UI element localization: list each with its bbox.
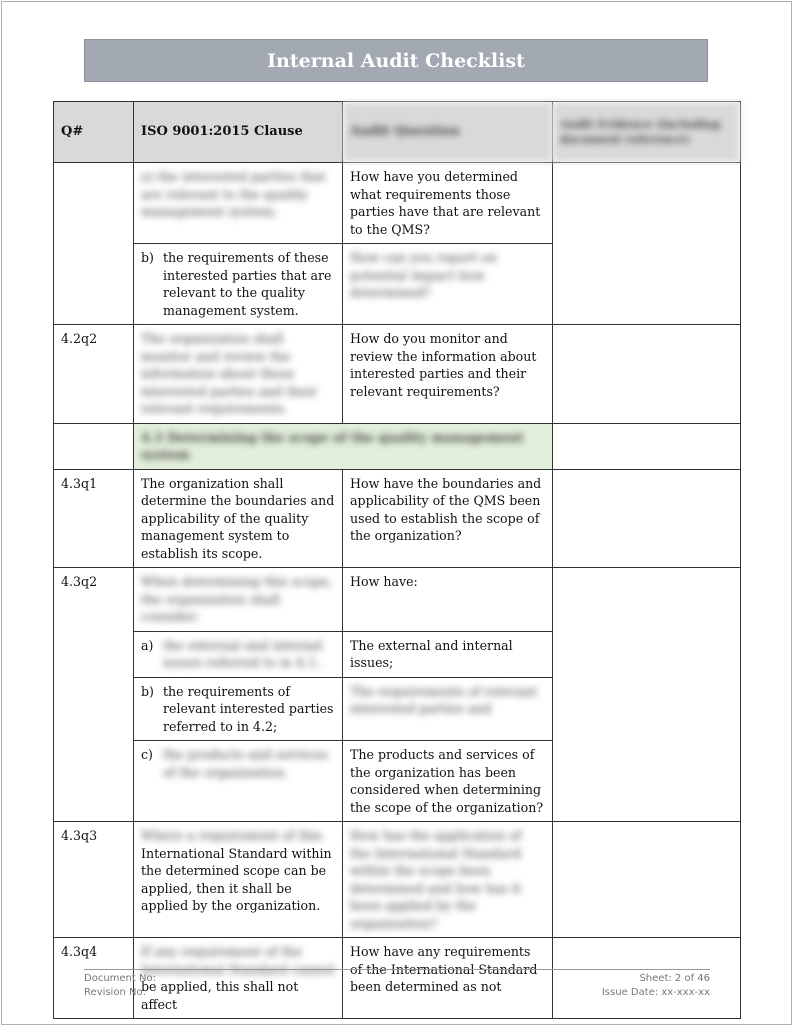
clause-cell — [134, 741, 343, 822]
document-number: Document No: — [84, 973, 156, 984]
table-row — [54, 163, 741, 244]
revision-number: Revision No: — [84, 987, 146, 998]
header-clause: ISO 9001:2015 Clause — [134, 102, 343, 163]
title-bar — [84, 39, 708, 82]
clause-text-blurred: If any requirement of the International Standard cannot — [141, 944, 335, 977]
header-question: Audit Question — [343, 102, 553, 163]
clause-cell: When determining this scope, the organization shall consider: — [134, 568, 343, 632]
clause-text: the requirements of these interested parties that are relevant to the quality management system. — [163, 250, 332, 318]
table-row — [54, 822, 741, 938]
table-header-row — [54, 102, 741, 163]
question-cell: How have any requirements of the International Standard been determined as not — [343, 938, 553, 1019]
q-cell: 4.3q4 — [54, 938, 134, 1019]
item-label: c) — [141, 747, 153, 762]
clause-cell — [134, 822, 343, 938]
sheet-number: Sheet: 2 of 46 — [639, 973, 710, 984]
clause-cell — [134, 631, 343, 677]
document-page — [1, 1, 792, 1025]
clause-cell: The organization shall monitor and review the information about these interested parties and their relevant requirements. — [134, 325, 343, 424]
clause-text: International Standard within the determined scope can be applied, then it shall be applied by the organization. — [141, 845, 332, 913]
question-cell: The external and internal issues; — [343, 631, 553, 677]
table-row — [54, 325, 741, 424]
section-row — [54, 423, 741, 469]
clause-cell — [134, 244, 343, 325]
clause-cell: a) the interested parties that are relevant to the quality management system; — [134, 163, 343, 244]
question-cell: The requirements of relevant interested parties and — [343, 677, 553, 741]
clause-text: the external and internal issues referred to in 4.1; — [163, 637, 323, 670]
item-label: b) — [141, 250, 154, 265]
clause-text: be applied, this shall not affect — [141, 979, 299, 1012]
header-evidence: Audit Evidence (including document reference) — [553, 102, 741, 163]
q-cell: 4.3q1 — [54, 469, 134, 568]
clause-text: the requirements of relevant interested parties referred to in 4.2; — [163, 683, 334, 734]
evidence-cell[interactable] — [553, 325, 741, 424]
question-cell: How can you report on potential impact how determined? — [343, 244, 553, 325]
clause-cell — [134, 677, 343, 741]
item-label: b) — [141, 683, 154, 699]
page-footer — [84, 969, 710, 1000]
table-row — [54, 568, 741, 632]
evidence-cell[interactable] — [553, 822, 741, 938]
clause-cell: The organization shall determine the boundaries and applicability of the quality management system to establish its scope. — [134, 469, 343, 568]
evidence-cell[interactable] — [553, 568, 741, 822]
q-cell: 4.2q2 — [54, 325, 134, 424]
question-cell: How have the boundaries and applicability of the QMS been used to establish the scope of the organization? — [343, 469, 553, 568]
clause-text: the products and services of the organization. — [163, 747, 328, 780]
table-row — [54, 469, 741, 568]
issue-date: Issue Date: xx-xxx-xx — [601, 987, 710, 998]
q-cell — [54, 423, 134, 469]
clause-text-blurred: Where a requirement of this — [141, 828, 323, 843]
evidence-cell[interactable] — [553, 469, 741, 568]
question-cell: How have: — [343, 568, 553, 632]
header-q: Q# — [54, 102, 134, 163]
question-cell: How have you determined what requirements those parties have that are relevant to the QMS? — [343, 163, 553, 244]
question-cell: How do you monitor and review the information about interested parties and their relevant requirements? — [343, 325, 553, 424]
page-title: Internal Audit Checklist — [267, 49, 525, 72]
section-heading-cell — [134, 423, 553, 469]
item-label: a) — [141, 637, 154, 653]
question-cell: The products and services of the organization has been considered when determining the scope of the organization? — [343, 741, 553, 822]
evidence-cell[interactable] — [553, 423, 741, 469]
question-cell: How has the application of the International Standard within the scope been determined and how has it been applied by the organization? — [343, 822, 553, 938]
audit-checklist-table — [53, 101, 741, 1019]
evidence-cell[interactable] — [553, 163, 741, 325]
section-heading: 4.3 Determining the scope of the quality management system — [141, 429, 524, 462]
q-cell: 4.3q3 — [54, 822, 134, 938]
q-cell — [54, 163, 134, 325]
q-cell: 4.3q2 — [54, 568, 134, 822]
